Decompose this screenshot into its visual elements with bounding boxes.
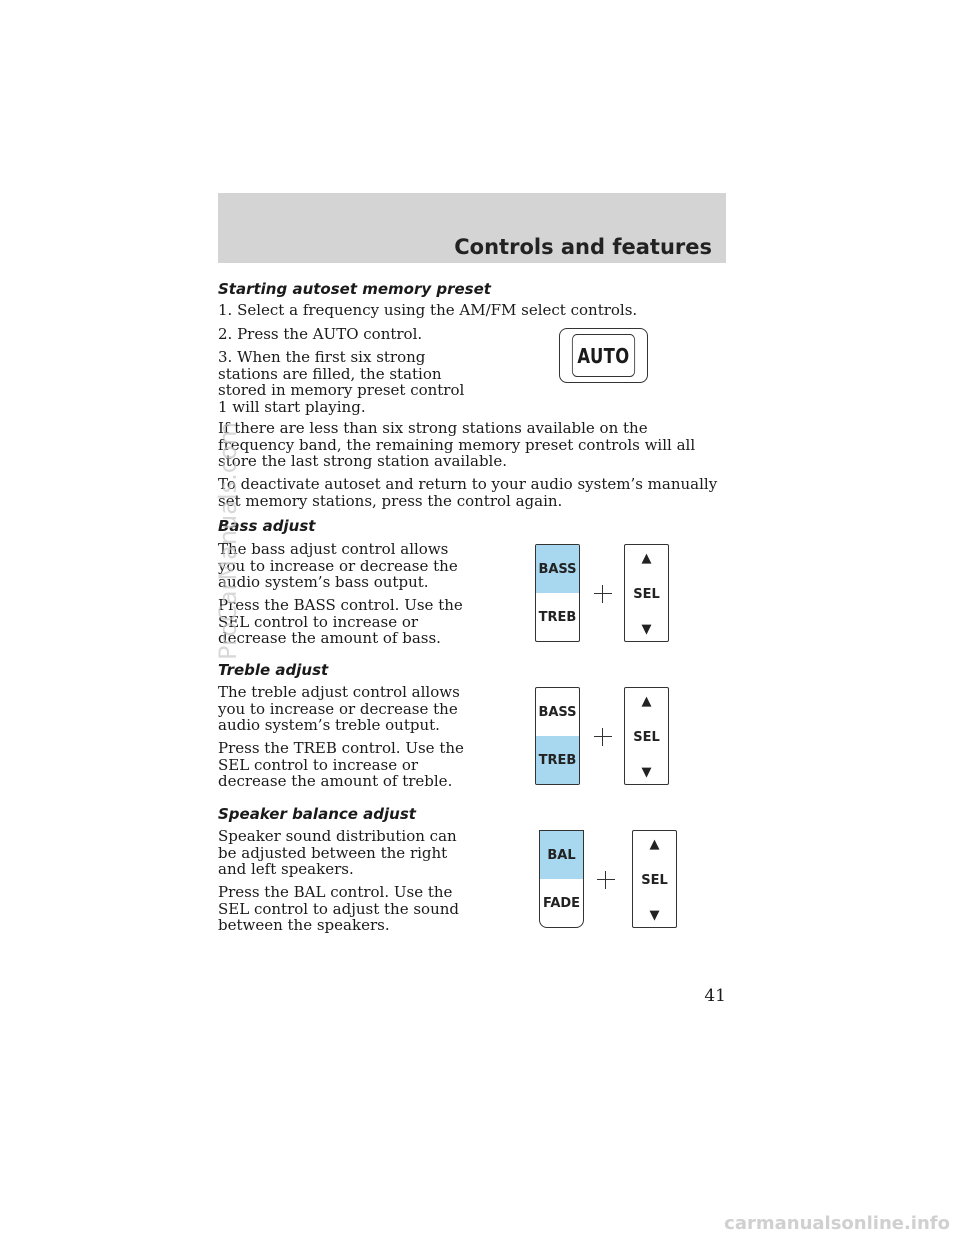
- autoset-heading: Starting autoset memory preset: [218, 280, 491, 298]
- treb-segment: TREB: [538, 609, 577, 625]
- bass-segment-highlighted: BASS: [536, 545, 579, 593]
- treble-heading: Treble adjust: [218, 661, 329, 679]
- bass-heading: Bass adjust: [218, 517, 316, 535]
- sel-label: SEL: [641, 873, 668, 888]
- down-arrow-icon: ▼: [641, 622, 652, 637]
- sel-label: SEL: [633, 587, 660, 602]
- section-header-band: [218, 193, 726, 263]
- side-watermark: ProCarManuals.com: [214, 421, 242, 660]
- autoset-paragraph-2: To deactivate autoset and return to your audio system’s manually set memory stations, press the control again.: [218, 475, 718, 510]
- down-arrow-icon: ▼: [641, 765, 652, 780]
- bass-paragraph-1: The bass adjust control allows you to increase or decrease the audio system’s bass output.: [218, 540, 458, 591]
- balance-paragraph-1: Speaker sound distribution can be adjusted between the right and left speakers.: [218, 827, 457, 878]
- sel-button-illustration: [624, 544, 669, 642]
- balance-paragraph-2: Press the BAL control. Use the SEL control to adjust the sound between the speakers.: [218, 883, 460, 934]
- bass-treb-button-illustration: [535, 544, 580, 642]
- balance-heading: Speaker balance adjust: [218, 805, 416, 823]
- bass-paragraph-2: Press the BASS control. Use the SEL control to increase or decrease the amount of bass.: [218, 596, 463, 647]
- treble-paragraph-1: The treble adjust control allows you to increase or decrease the audio system’s treble output.: [218, 683, 460, 734]
- auto-button-illustration: [559, 328, 648, 383]
- autoset-step-3: 3. When the first six strong stations are filled, the station stored in memory preset control 1 will start playing.: [218, 348, 465, 416]
- down-arrow-icon: ▼: [649, 908, 660, 923]
- up-arrow-icon: ▲: [649, 837, 660, 852]
- fade-segment: FADE: [542, 895, 581, 911]
- page-number: 41: [704, 986, 726, 1006]
- plus-icon: [597, 871, 615, 889]
- autoset-paragraph-1: If there are less than six strong stations available on the frequency band, the remaining memory preset controls will all store the last strong station available.: [218, 419, 696, 470]
- plus-icon: [594, 585, 612, 603]
- plus-icon: [594, 728, 612, 746]
- up-arrow-icon: ▲: [641, 694, 652, 709]
- bass-treb-button-illustration: [535, 687, 580, 785]
- auto-button-label: AUTO: [572, 334, 635, 377]
- sel-label: SEL: [633, 730, 660, 745]
- bal-fade-button-illustration: [539, 830, 584, 928]
- section-title: Controls and features: [454, 235, 712, 259]
- bass-segment: BASS: [538, 704, 577, 720]
- sel-button-illustration: [632, 830, 677, 928]
- autoset-step-2: 2. Press the AUTO control.: [218, 325, 423, 343]
- treble-paragraph-2: Press the TREB control. Use the SEL control to increase or decrease the amount of treble.: [218, 739, 464, 790]
- footer-watermark: carmanualsonline.info: [724, 1213, 950, 1234]
- up-arrow-icon: ▲: [641, 551, 652, 566]
- treb-segment-highlighted: TREB: [536, 736, 579, 784]
- autoset-step-1: 1. Select a frequency using the AM/FM select controls.: [218, 301, 638, 319]
- bal-segment-highlighted: BAL: [540, 831, 583, 879]
- sel-button-illustration: [624, 687, 669, 785]
